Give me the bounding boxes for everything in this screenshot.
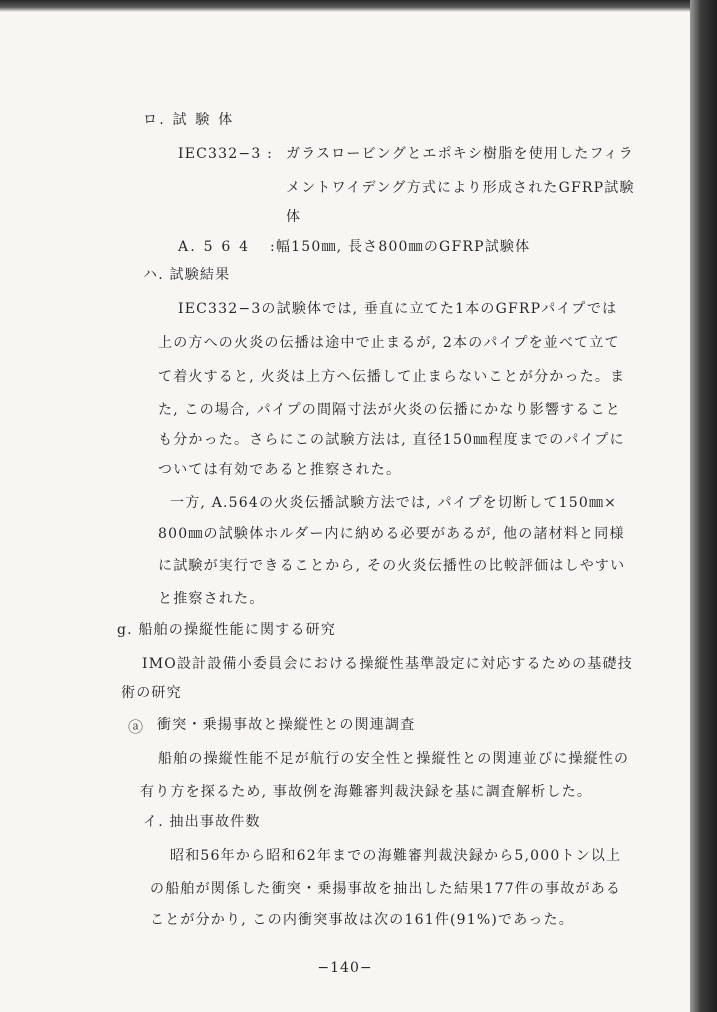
i-p-line-2: の船舶が関係した衝突・乗揚事故を抽出した結果177件の事故がある [150,881,622,897]
a564-label: A. 5 6 4 [178,239,251,255]
ha-p2-line-3: に試験が実行できることから, その火炎伝播性の比較評価はしやすい [158,558,626,574]
iec-label: IEC332−3 : [178,146,273,162]
a564-text: :幅150㎜, 長さ800㎜のGFRP試験体 [270,239,531,255]
g-intro-line-2: 術の研究 [121,685,182,701]
g-intro-line-1: IMO設計設備小委員会における操縦性基準設定に対応するための基礎技 [142,656,633,672]
book-spine-shadow [690,0,717,1012]
section-ha-heading: ハ. 試験結果 [143,267,231,283]
a-p-line-1: 船舶の操縦性能不足が航行の安全性と操縦性との関連並びに操縦性の [158,751,630,767]
i-p-line-1: 昭和56年から昭和62年までの海難審判裁決録から5,000トン以上 [170,848,622,864]
ha-p2-line-4: と推察された。 [158,591,265,607]
ha-p2-line-2: 800㎜の試験体ホルダー内に納める必要があるが, 他の諸材料と同様 [158,526,625,542]
section-i-heading: イ. 抽出事故件数 [143,814,261,830]
ha-p1-line-6: ついては有効であると推察された。 [158,462,402,478]
section-ro-heading: ロ. 試 験 体 [143,112,235,128]
ha-p1-line-1: IEC332−3の試験体では, 垂直に立てた1本のGFRPパイプでは [178,301,618,317]
page-binding-edge [0,0,717,12]
section-g-heading: g. 船舶の操縦性能に関する研究 [117,622,337,638]
iec-line-1: ガラスロービングとエポキシ樹脂を使用したフィラ [286,146,634,162]
a-p-line-2: 有り方を探るため, 事故例を海難審判裁決録を基に調査解析した。 [140,784,593,800]
page-number: −140− [317,960,373,976]
ha-p1-line-4: た, この場合, パイプの間隔寸法が火炎の伝播にかなり影響すること [158,402,621,418]
iec-line-2: メントワイデング方式により形成されたGFRP試験 [286,180,635,196]
ha-p1-line-5: も分かった。さらにこの試験方法は, 直径150㎜程度までのパイプに [158,432,625,448]
iec-line-3: 体 [286,209,302,225]
circled-a-marker: ⓐ [128,718,144,736]
ha-p1-line-3: て着火すると, 火炎は上方へ伝播して止まらないことが分かった。ま [158,369,626,385]
section-a-heading: 衝突・乗揚事故と操縦性との関連調査 [157,717,416,733]
i-p-line-3: ことが分かり, この内衝突事故は次の161件(91%)であった。 [150,912,574,928]
ha-p2-line-1: 一方, A.564の火炎伝播試験方法では, パイプを切断して150㎜× [170,495,618,511]
ha-p1-line-2: 上の方への火炎の伝播は途中で止まるが, 2本のパイプを並べて立て [158,335,620,351]
